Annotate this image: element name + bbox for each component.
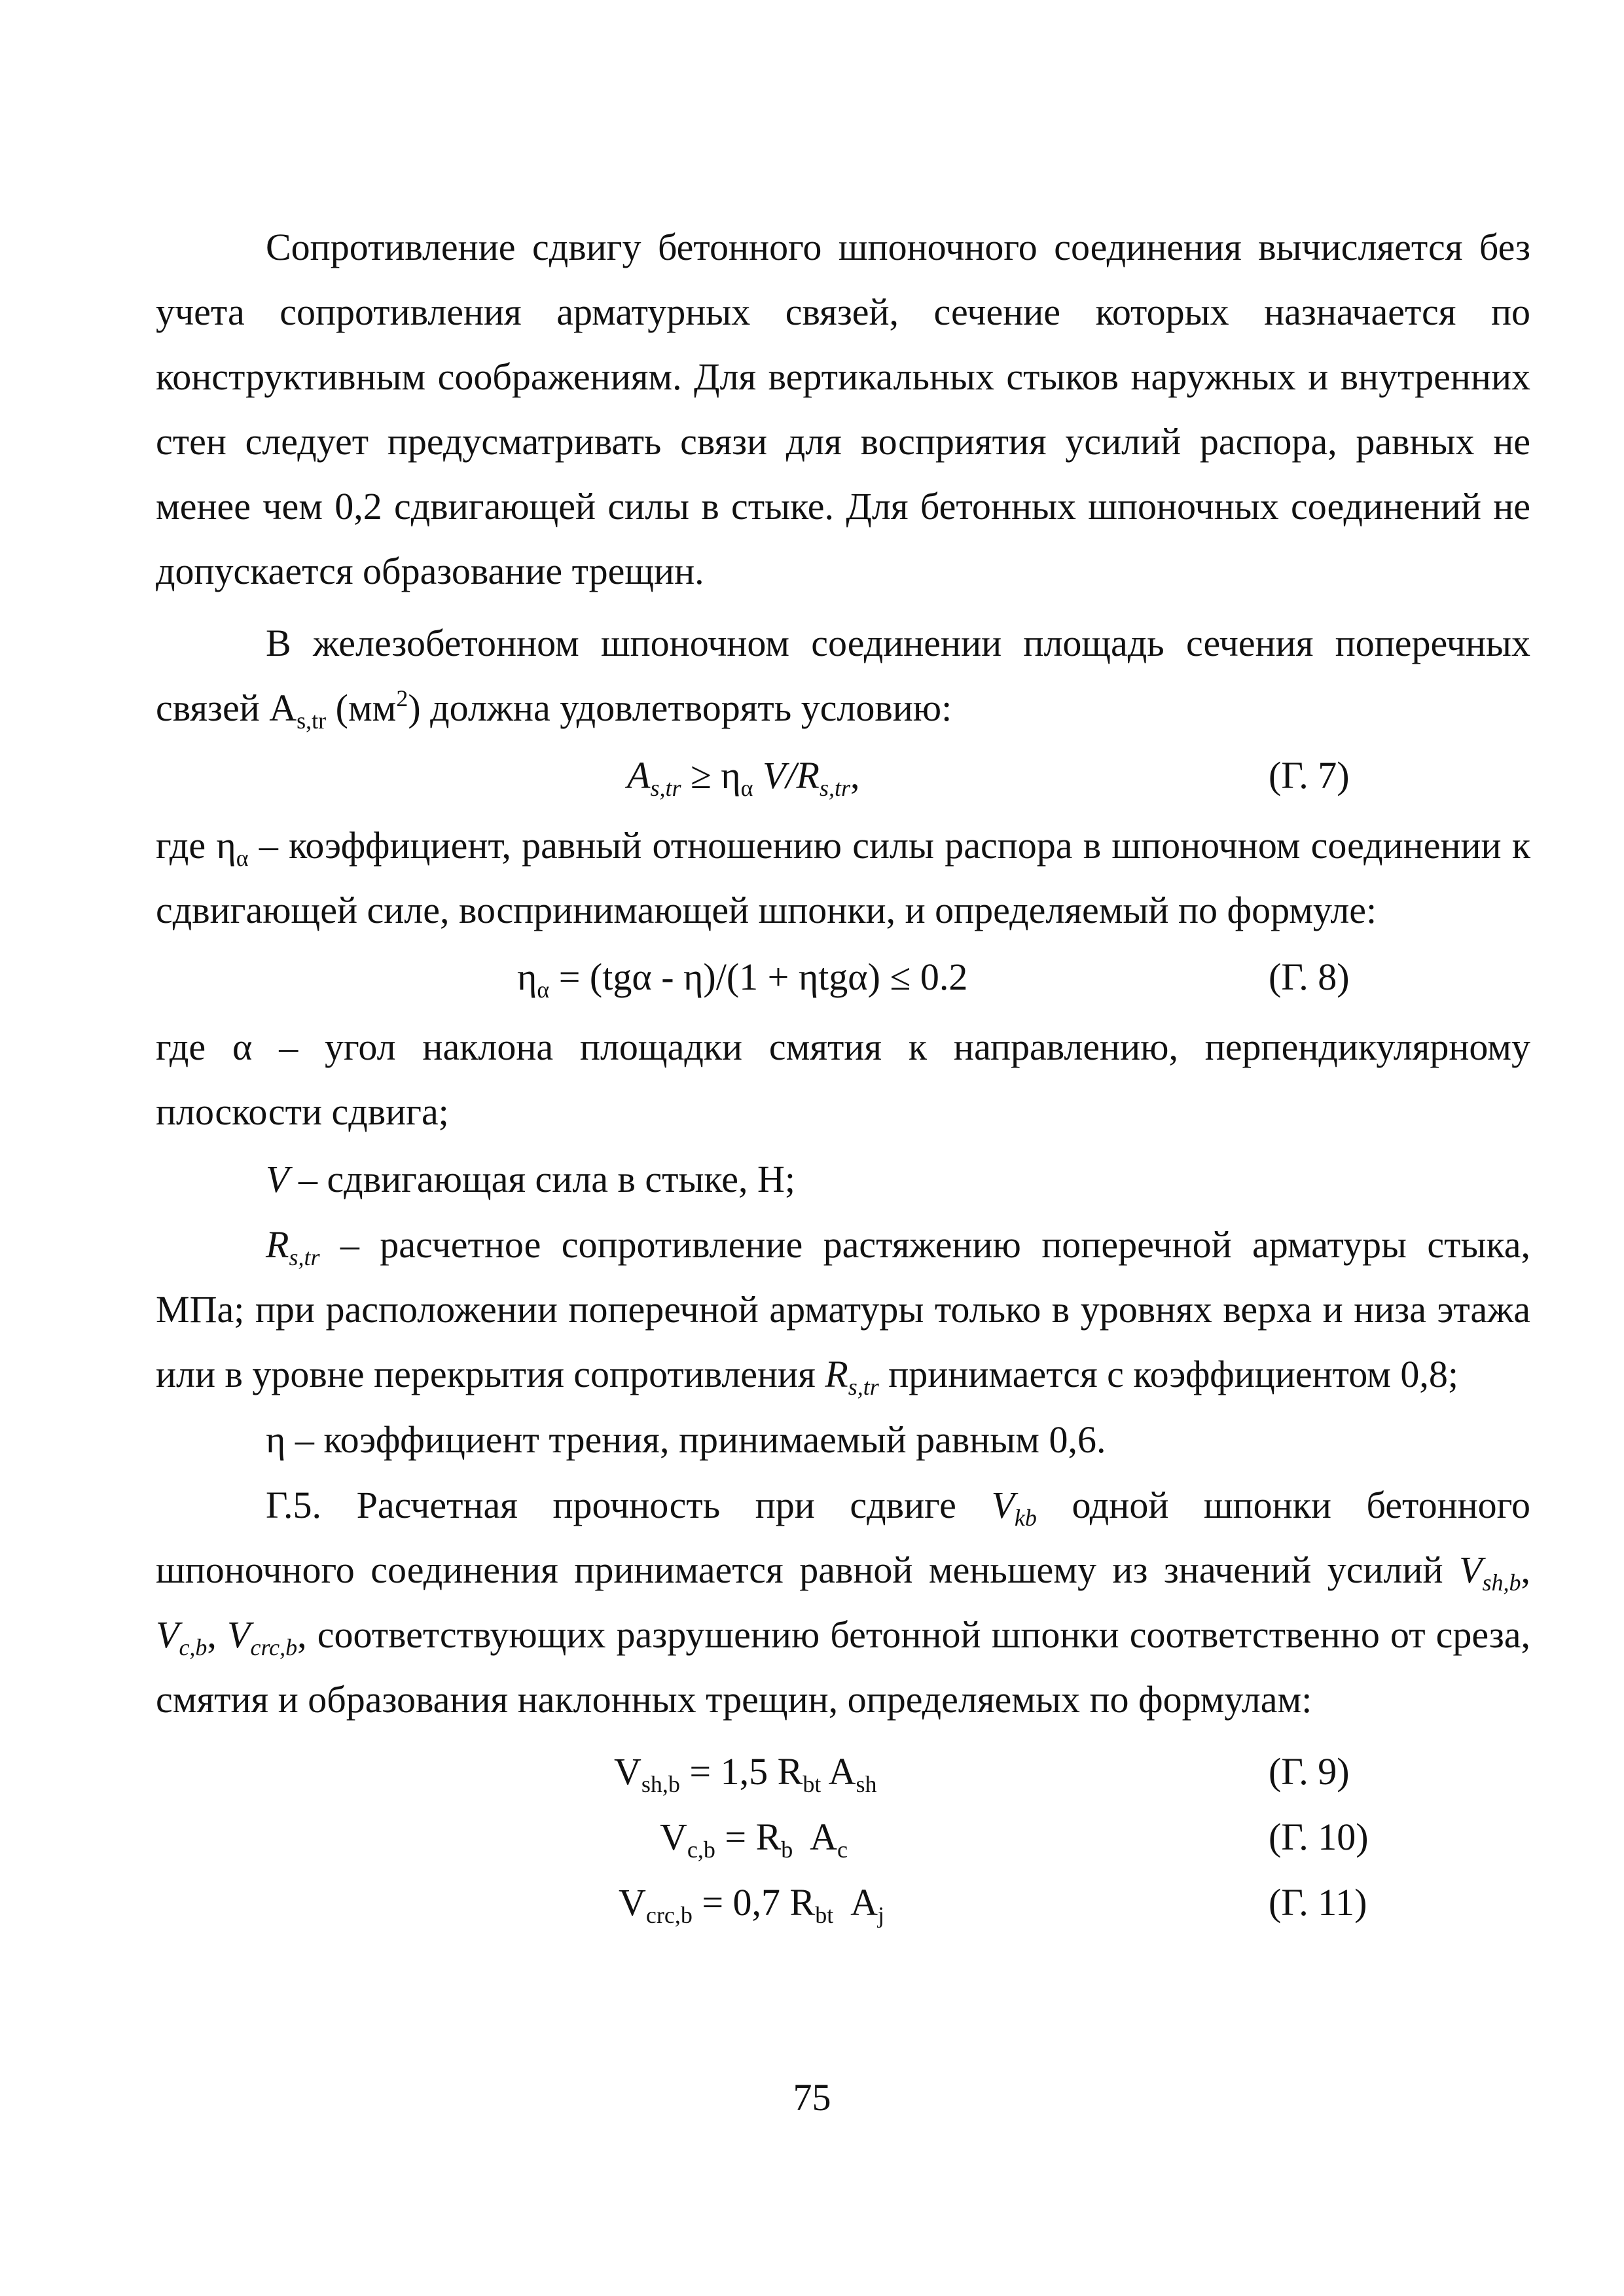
formula-number-g9: (Г. 9) (1269, 1750, 1350, 1793)
formula-number-g10: (Г. 10) (1269, 1816, 1369, 1858)
formula-g8: $\eta_\alpha = (tg\alpha - \eta)/(1 + \eta tg\alpha) \le 0.2$ (517, 956, 968, 1003)
paragraph-reinforced-joint: В железобетонном шпоночном соединении площадь сечения поперечных связей $A_{s,tr}$ $(мм^2)$ должна удовлетворять условию: (156, 622, 1530, 734)
formula-g10: $V_{c,b} = R_b$ $A_c$ (660, 1816, 848, 1863)
formula-g11: $V_{crc,b} = 0,7$ $R_{bt}$ $A_j$ (619, 1881, 884, 1928)
paragraph-eta-definition: где $\eta_\alpha$ – коэффициент, равный отношению силы распора в шпоночном соединении к сдвигающей силе, воспринимающей шпонки, и определяемый по формуле: (156, 824, 1531, 931)
page-number: 75 (793, 2076, 831, 2119)
formula-g7: $A_{s,tr} \ge \eta_\alpha$ $V/R_{s,tr}$, (627, 754, 860, 801)
formula-number-g7: (Г. 7) (1269, 754, 1350, 797)
paragraph-shear-resistance: Сопротивление сдвигу бетонного шпоночного соединения вычисляется без учета сопротивления арматурных связей, сечение которых назначается по конструктивным соображениям. Для вертикальных стыков наружных и внутренних стен следует предусматривать связи для восприятия усилий распора, равных не менее чем 0,2 сдвигающей силы в стыке. Для бетонных шпоночных соединений не допускается образование трещин. (156, 226, 1530, 592)
paragraph-friction: η – коэффициент трения, принимаемый равным 0,6. (266, 1418, 1106, 1461)
paragraph-alpha-definition: где α – угол наклона площадки смятия к направлению, перпендикулярному плоскости сдвига; (156, 1026, 1530, 1133)
formula-number-g11: (Г. 11) (1269, 1881, 1367, 1924)
paragraph-v-definition: V – сдвигающая сила в стыке, Н; (266, 1158, 795, 1200)
paragraph-rstr-definition: $R_{s,tr}$ – расчетное сопротивление растяжению поперечной арматуры стыка, МПа; при расположении поперечной арматуры только в уровнях верха и низа этажа или в уровне перекрытия сопротивления $R_{s,tr}$ принимается с коэффициентом 0,8; (156, 1223, 1530, 1400)
formula-number-g8: (Г. 8) (1269, 956, 1350, 998)
paragraph-g5-strength: Г.5. Расчетная прочность при сдвиге $V_{kb}$ одной шпонки бетонного шпоночного соединения принимается равной меньшему из значений усилий $V_{sh,b}$, $V_{c,b}$, $V_{crc,b}$, соответствующих разрушению бетонной шпонки соответственно от среза, смятия и образования наклонных трещин, определяемых по формулам: (156, 1484, 1531, 1721)
formula-g9: $V_{sh,b} = 1,5$ $R_{bt}$ $A_{sh}$ (614, 1750, 877, 1797)
